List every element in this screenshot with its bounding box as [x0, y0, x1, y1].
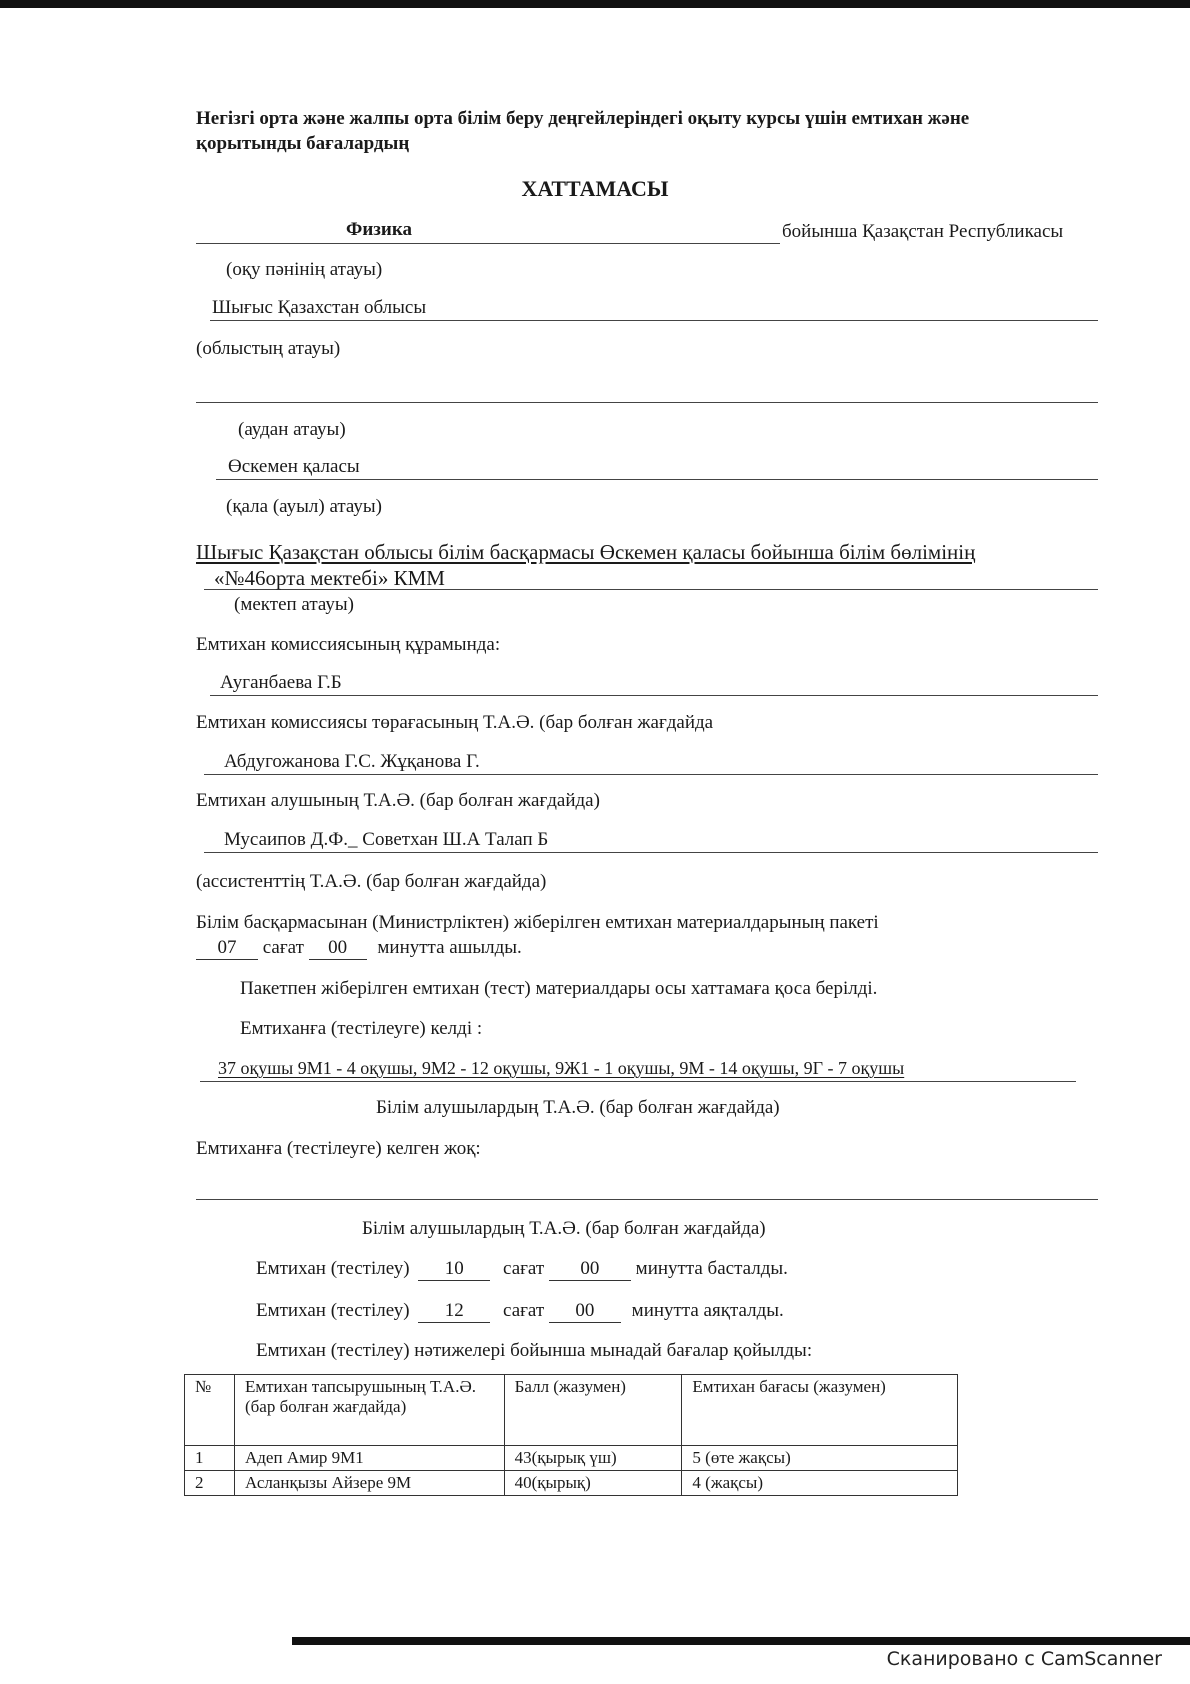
- table-row: [185, 1446, 958, 1471]
- timing-start-hour-label: сағат: [503, 1258, 545, 1279]
- timing-start-label: Емтихан (тестілеу): [256, 1258, 410, 1279]
- assistant-label: (ассистенттің Т.А.Ә. (бар болған жағдайда): [196, 871, 547, 892]
- school-line-1: Шығыс Қазақстан облысы білім басқармасы Өскемен қаласы бойынша білім бөлімінің: [196, 540, 976, 564]
- timing-end-suffix: минутта аяқталды.: [631, 1300, 784, 1321]
- commission-chair-label: Емтихан комиссиясы төрағасының Т.А.Ә. (бар болған жағдайда: [196, 712, 714, 733]
- city-caption: (қала (ауыл) атауы): [226, 496, 382, 517]
- heading-line-1: Негізгі орта және жалпы орта білім беру деңгейлеріндегі оқыту курсы үшін емтихан және: [196, 108, 970, 129]
- examinee-names: Мусаипов Д.Ф._ Советхан Ш.А Талап Б: [224, 829, 549, 850]
- subject-underline: [196, 243, 780, 244]
- region-underline: [210, 320, 1098, 321]
- row-score: 40(қырық): [504, 1471, 682, 1496]
- timing-end-hour: 12: [418, 1300, 490, 1323]
- results-table: [184, 1374, 958, 1496]
- commission-chair: Абдугожанова Г.С. Жұқанова Г.: [224, 751, 480, 772]
- row-grade: 4 (жақсы): [682, 1471, 958, 1496]
- timing-end-label: Емтихан (тестілеу): [256, 1300, 410, 1321]
- scan-top-edge: [0, 0, 1190, 8]
- attendance-came-label: Емтиханға (тестілеуге) келді :: [240, 1018, 483, 1039]
- row-name: Асланқызы Айзере 9М: [234, 1471, 504, 1496]
- row-name: Адеп Амир 9М1: [234, 1446, 504, 1471]
- subject-caption: (оқу пәнінің атауы): [226, 259, 383, 280]
- table-row: [185, 1471, 958, 1496]
- timing-end-hour-label: сағат: [503, 1300, 545, 1321]
- row-score: 43(қырық үш): [504, 1446, 682, 1471]
- header-grade: Емтихан бағасы (жазумен): [682, 1375, 958, 1446]
- row-number: 2: [185, 1471, 235, 1496]
- region-value: Шығыс Қазахстан облысы: [212, 297, 427, 318]
- timing-end-minute: 00: [549, 1300, 621, 1323]
- attendance-came: 37 оқушы 9М1 - 4 оқушы, 9М2 - 12 оқушы, 9Ж1 - 1 оқушы, 9М - 14 оқушы, 9Г - 7 оқушы: [218, 1058, 905, 1078]
- attendance-students-caption: Білім алушылардың Т.А.Ә. (бар болған жағдайда): [376, 1097, 780, 1118]
- commission-members: Ауганбаева Г.Б: [220, 672, 342, 693]
- region-caption: (облыстың атауы): [196, 338, 341, 359]
- examinee-label: Емтихан алушының Т.А.Ә. (бар болған жағдайда): [196, 790, 600, 811]
- subject-suffix: бойынша Қазақстан Республикасы: [782, 221, 1064, 242]
- timing-start-hour: 10: [418, 1258, 490, 1281]
- header-number: №: [185, 1375, 235, 1446]
- results-header-row: [185, 1375, 958, 1446]
- subject-value: Физика: [346, 219, 413, 240]
- package-open-time: [196, 937, 522, 960]
- row-number: 1: [185, 1446, 235, 1471]
- header-name: Емтихан тапсырушының Т.А.Ә. (бар болған жағдайда): [234, 1375, 504, 1446]
- package-line-1: Білім басқармасынан (Министрліктен) жіберілген емтихан материалдарының пакеті: [196, 912, 879, 933]
- city-underline: [216, 479, 1098, 480]
- timing-start-suffix: минутта басталды.: [635, 1258, 788, 1279]
- district-caption: (аудан атауы): [238, 419, 346, 440]
- camscanner-watermark: Сканировано с CamScanner: [886, 1648, 1162, 1670]
- timing-results-label: Емтихан (тестілеу) нәтижелері бойынша мынадай бағалар қойылды:: [256, 1340, 813, 1361]
- timing-start-minute: 00: [549, 1258, 631, 1281]
- attendance-came-underline: [200, 1081, 1076, 1082]
- commission-chair-underline: [204, 774, 1098, 775]
- commission-label: Емтихан комиссиясының құрамында:: [196, 634, 501, 655]
- scan-bottom-edge: [292, 1637, 1190, 1645]
- package-minute-label: минутта ашылды.: [377, 937, 522, 958]
- document-title: ХАТТАМАСЫ: [521, 176, 669, 201]
- package-attached: Пакетпен жіберілген емтихан (тест) материалдары осы хаттамаға қоса берілді.: [240, 978, 878, 999]
- attendance-absent-label: Емтиханға (тестілеуге) келген жоқ:: [196, 1138, 481, 1159]
- header-score: Балл (жазумен): [504, 1375, 682, 1446]
- package-hour: 07: [196, 937, 258, 960]
- package-minute: 00: [309, 937, 367, 960]
- package-hour-label: сағат: [262, 937, 304, 958]
- school-caption: (мектеп атауы): [234, 594, 354, 615]
- heading-line-2: қорытынды бағалардың: [196, 133, 410, 154]
- attendance-students-caption-2: Білім алушылардың Т.А.Ә. (бар болған жағдайда): [362, 1218, 766, 1239]
- city-value: Өскемен қаласы: [228, 456, 360, 477]
- timing-end: [256, 1300, 784, 1323]
- examinee-underline: [204, 852, 1098, 853]
- commission-members-underline: [210, 695, 1098, 696]
- attendance-absent-underline: [196, 1199, 1098, 1200]
- timing-start: [256, 1258, 788, 1281]
- row-grade: 5 (өте жақсы): [682, 1446, 958, 1471]
- district-underline: [196, 402, 1098, 403]
- school-line-2: «№46орта мектебі» КММ: [214, 566, 445, 590]
